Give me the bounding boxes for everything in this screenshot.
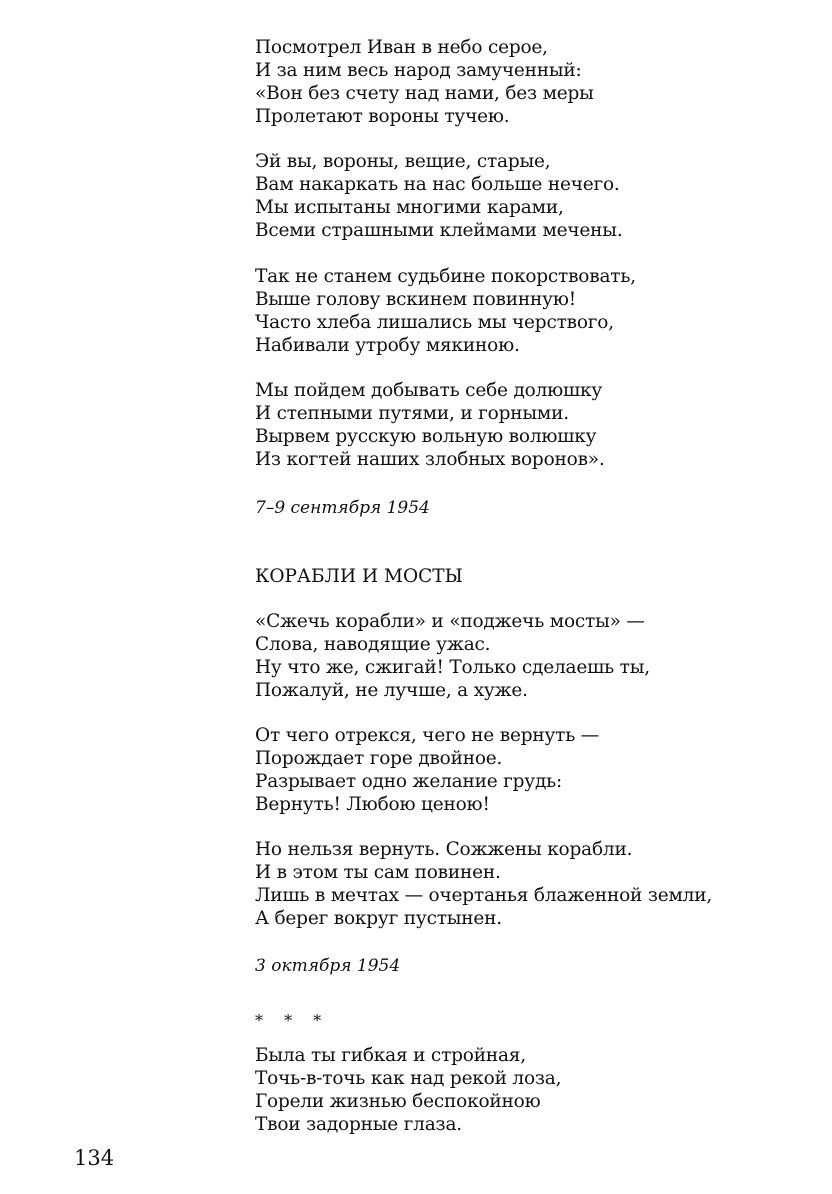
poem-line: «Вон без счету над нами, без меры (255, 83, 594, 104)
poem-line: Всеми страшными клеймами мечены. (255, 220, 623, 241)
poem-line: Пожалуй, не лучше, а хуже. (255, 680, 528, 701)
poem-line: Посмотрел Иван в небо серое, (255, 37, 548, 58)
poem-line: Но нельзя вернуть. Сожжены корабли. (255, 839, 633, 860)
poem-line: Так не станем судьбине покорствовать, (255, 266, 636, 287)
poem-line: Мы испытаны многими карами, (255, 197, 564, 218)
poem-line: Из когтей наших злобных воронов». (255, 449, 605, 470)
poem-title: КОРАБЛИ И МОСТЫ (255, 566, 463, 587)
stanza (255, 610, 795, 702)
stanza (255, 150, 795, 242)
poem-line: И степными путями, и горными. (255, 403, 569, 424)
poem-line: Разрывает одно желание грудь: (255, 771, 563, 792)
page-number: 134 (74, 1146, 115, 1170)
poem-line: Вам накаркать на нас больше нечего. (255, 174, 620, 195)
stanza (255, 724, 795, 816)
poem-line: Слова, наводящие ужас. (255, 634, 491, 655)
poem-line: Часто хлеба лишались мы черствого, (255, 312, 614, 333)
poem-line: Мы пойдем добывать себе долюшку (255, 380, 603, 401)
stanza (255, 379, 795, 471)
poem-line: Эй вы, вороны, вещие, старые, (255, 151, 551, 172)
poem-line: Вернуть! Любою ценою! (255, 794, 490, 815)
poem-date: 7–9 сентября 1954 (255, 498, 430, 518)
poem-line: «Сжечь корабли» и «поджечь мосты» — (255, 611, 645, 632)
stanza (255, 36, 795, 128)
poem-line: Была ты гибкая и стройная, (255, 1045, 526, 1066)
stanza (255, 265, 795, 357)
stanza (255, 838, 795, 930)
poem-separator: * * * (255, 1011, 330, 1030)
poem-line: Порождает горе двойное. (255, 748, 503, 769)
poem-line: От чего отрекся, чего не вернуть — (255, 725, 600, 746)
poem-line: Вырвем русскую вольную волюшку (255, 426, 597, 447)
poem-line: Лишь в мечтах — очертанья блаженной земли, (255, 885, 713, 906)
poem-line: Точь-в-точь как над рекой лоза, (255, 1068, 562, 1089)
poem-column (255, 36, 795, 1136)
poem-line: Горели жизнью беспокойною (255, 1091, 541, 1112)
poem-date: 3 октября 1954 (255, 956, 401, 976)
poem-line: И в этом ты сам повинен. (255, 862, 501, 883)
poem-line: Выше голову вскинем повинную! (255, 289, 576, 310)
poem-line: Твои задорные глаза. (255, 1114, 462, 1135)
poem-line: Пролетают вороны тучею. (255, 106, 510, 127)
stanza (255, 1044, 795, 1136)
poem-line: Набивали утробу мякиною. (255, 335, 520, 356)
poem-line: А берег вокруг пустынен. (255, 908, 502, 929)
poem-line: Ну что же, сжигай! Только сделаешь ты, (255, 657, 650, 678)
poem-line: И за ним весь народ замученный: (255, 60, 582, 81)
